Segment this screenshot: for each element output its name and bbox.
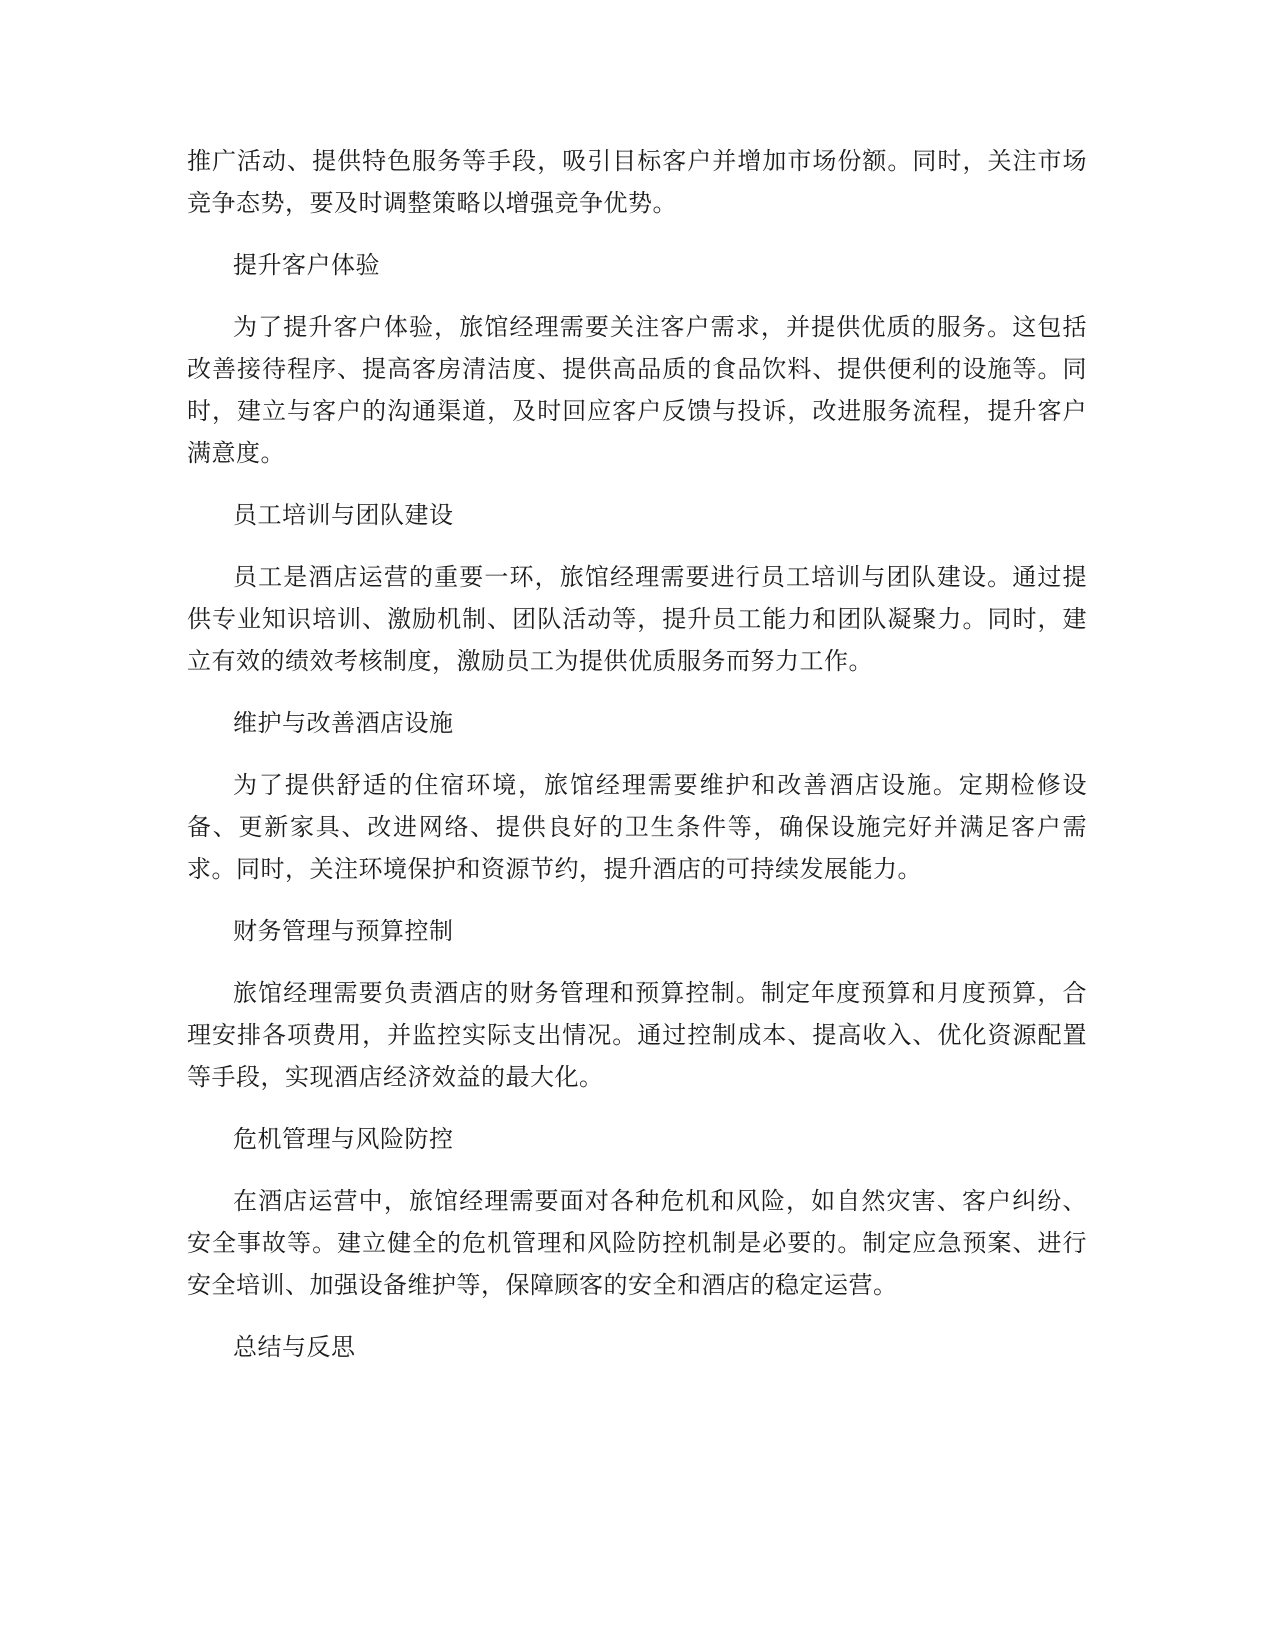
section-body-staff-training: 员工是酒店运营的重要一环，旅馆经理需要进行员工培训与团队建设。通过提供专业知识培训、激励机制、团队活动等，提升员工能力和团队凝聚力。同时，建立有效的绩效考核制度，激励员工为提供优质服务而努力工作。: [187, 563, 1087, 675]
document-body: [187, 140, 1087, 1388]
section-body-facilities: 为了提供舒适的住宿环境，旅馆经理需要维护和改善酒店设施。定期检修设备、更新家具、改进网络、提供良好的卫生条件等，确保设施完好并满足客户需求。同时，关注环境保护和资源节约，提升酒店的可持续发展能力。: [187, 771, 1087, 883]
section-heading-summary: 总结与反思: [233, 1333, 356, 1361]
section-heading-customer-experience: 提升客户体验: [233, 251, 380, 279]
section-heading-crisis: 危机管理与风险防控: [233, 1125, 454, 1153]
section-body-finance: 旅馆经理需要负责酒店的财务管理和预算控制。制定年度预算和月度预算，合理安排各项费用，并监控实际支出情况。通过控制成本、提高收入、优化资源配置等手段，实现酒店经济效益的最大化。: [187, 979, 1087, 1091]
section-heading-staff-training: 员工培训与团队建设: [233, 501, 454, 529]
section-body-customer-experience: 为了提升客户体验，旅馆经理需要关注客户需求，并提供优质的服务。这包括改善接待程序、提高客房清洁度、提供高品质的食品饮料、提供便利的设施等。同时，建立与客户的沟通渠道，及时回应客户反馈与投诉，改进服务流程，提升客户满意度。: [187, 313, 1087, 467]
section-heading-facilities: 维护与改善酒店设施: [233, 709, 454, 737]
intro-paragraph: 推广活动、提供特色服务等手段，吸引目标客户并增加市场份额。同时，关注市场竞争态势，要及时调整策略以增强竞争优势。: [187, 147, 1087, 217]
section-body-crisis: 在酒店运营中，旅馆经理需要面对各种危机和风险，如自然灾害、客户纠纷、安全事故等。建立健全的危机管理和风险防控机制是必要的。制定应急预案、进行安全培训、加强设备维护等，保障顾客的安全和酒店的稳定运营。: [187, 1187, 1087, 1299]
section-heading-finance: 财务管理与预算控制: [233, 917, 454, 945]
